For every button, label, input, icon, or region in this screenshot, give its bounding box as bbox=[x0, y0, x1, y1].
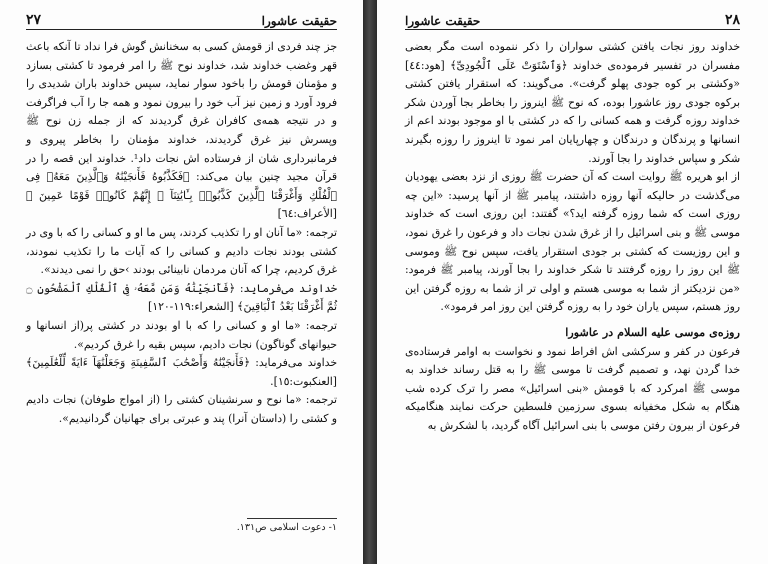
left-page-body bbox=[26, 38, 337, 428]
left-paragraph-4: ترجمه: «ما او و کسانی را که با او بودند در کشتی پر(از انسانها و حیوانهای گوناگون) نجات دادیم، سپس بقیه را غرق کردیم». bbox=[26, 318, 337, 351]
right-page-title: حقیقت عاشورا bbox=[405, 14, 481, 28]
left-paragraph-3: خداوند می‌فرماید: ﴿فَأَنجَيْنَٰهُ وَمَن مَّعَهُۥ فِى ٱلْفُلْكِ ٱلْمَشْحُونِ ۝ ثُمَّ أَغْرَقْنَا بَعْدُ ٱلْبَاقِينَ﴾ [الشعراء:١١٩-١٢٠] bbox=[26, 281, 337, 314]
left-paragraph-6: ترجمه: «ما نوح و سرنشینان کشتی را (از امواج طوفان) نجات دادیم و کشتی را (داستان آنرا) پند و عبرتی برای جهانیان گردانیدیم». bbox=[26, 393, 337, 425]
left-header-rule bbox=[26, 29, 337, 30]
left-paragraph-5: خداوند می‌فرماید: ﴿فَأَنجَيْنَٰهُ وَأَصْحَٰبَ ٱلسَّفِينَةِ وَجَعَلْنَٰهَآ ءَايَةً لِّلْعَٰلَمِينَ﴾ [العنکبوت:١٥]. bbox=[26, 356, 337, 388]
right-header-rule bbox=[405, 29, 740, 30]
left-page-number: ٢٧ bbox=[26, 12, 42, 28]
right-page-number: ٢٨ bbox=[724, 12, 740, 28]
left-page-title: حقیقت عاشورا bbox=[261, 14, 337, 28]
book-gutter bbox=[363, 0, 377, 564]
left-paragraph-1: جز چند فردی از قومش کسی به سخنانش گوش فرا نداد تا آنکه باعث قهر وغضب خداوند شد، خداوند نوح ﷺ را امر فرمود تا کشتی بسازد و مؤمنان قومش را باخود سوار نماید، سپس خداوند باران شدیدی را فرود آورد و زمین نیز آب خود را بیرون نمود و همه جا را آب فراگرفت و در نتیجه همه‌ی کافران غرق گردیدند که از جمله زن نوح ﷺ وپسرش نیز غرق گردیدند، خداوند مؤمنان را بخاطر پیروی و فرمانبرداری شان از فرستاده اش نجات داد¹. خداوند این قصه را در قرآن مجید چنین بیان می‌کند: ﴿فَكَذَّبُوهُ فَأَنجَيْنَٰهُ وَٱلَّذِينَ مَعَهُۥ فِى ٱلْفُلْكِ وَأَغْرَقْنَا ٱلَّذِينَ كَذَّبُوا۟ بِـَٔايَٰتِنَآ ۚ إِنَّهُمْ كَانُوا۟ قَوْمًا عَمِينَ ﴾ [الأعراف:٦٤] bbox=[26, 40, 338, 221]
right-paragraph-2: از ابو هریره ﷺ روایت است که آن حضرت ﷺ روزی از نزد بعضی یهودیان می‌گذشت در حالیکه آنها روزه داشتند، پیامبر ﷺ از آنها پرسید: «این چه روزی است که شما روزه گرفته اید؟» گفتند: این روزی است که خداوند موسی ﷺ و بنی اسرائیل را از غرق شدن نجات داد و فرعون را غرق نمود، و این روزیست که کشتی بر جودی استقرار یافت، سپس نوح ﷺ وموسی ﷺ این روز را روزه گرفتند تا شکر خداوند را بجا آورند، پیامبر ﷺ فرمود: «من نزدیکتر از شما به موسی هستم و اولی تر از شما به روزه گرفتن این روز هستم، سپس یاران خود را به روزه گرفتن این روز امر فرمود». bbox=[405, 170, 740, 314]
left-page bbox=[0, 0, 363, 564]
left-paragraph-2: ترجمه: «ما آنان او را تکذیب کردند، پس ما او و کسانی را که با وی در کشتی بودند نجات دادیم و کسانی را که آیات ما را تکذیب نمودند، غرق کردیم، چرا که آنان مردمان نابینائی بودند ›حق را نمی دیدند». bbox=[26, 225, 337, 277]
footnote: ١- دعوت اسلامی ص١٣١. bbox=[236, 522, 337, 533]
left-page-header bbox=[26, 6, 337, 28]
right-page-header bbox=[405, 6, 740, 28]
right-page-body bbox=[405, 38, 740, 435]
footnote-rule bbox=[247, 518, 337, 519]
right-paragraph-1: خداوند روز نجات یافتن کشتی سواران را ذکر ننموده است مگر بعضی مفسران در تفسیر فرموده‌ی خداوند ﴿وَٱسْتَوَتْ عَلَى ٱلْجُودِىِّ﴾ [هود:٤٤] «وکشتی بر کوه جودی پهلو گرفت». می‌گویند: که استقرار یافتن کشتی برکوه جودی روز عاشورا بوده، که نوح ﷺ اینروز را بخاطر بجا آوردن شکر خداوند روزه گرفت و همه کسانی را که در کشتی با او موجود بودند اعم از انسانها و پرندگان و درندگان و چهارپایان امر نمود تا اینروز را روزه بگیرند شکر و سپاس خداوند را بجا آورند. bbox=[405, 40, 740, 165]
right-page bbox=[377, 0, 768, 564]
right-paragraph-3: فرعون در کفر و سرکشی اش افراط نمود و نخواست به اوامر فرستاده‌ی خدا گردن نهد، و تصمیم گرفت تا موسی ﷺ را به قتل رساند خداوند به موسی ﷺ امرکرد که با قومش «بنی اسرائیل» مصر را ترک کرده شب هنگام به شکل مخفیانه بسوی سرزمین فلسطین حرکت نمایند هنگامیکه فرعون از بیرون رفتن موسی با بنی اسرائیل آگاه گردید، با لشکرش به bbox=[405, 344, 740, 432]
section-heading: روزه‌ی موسی علیه السلام در عاشورا bbox=[565, 324, 740, 339]
